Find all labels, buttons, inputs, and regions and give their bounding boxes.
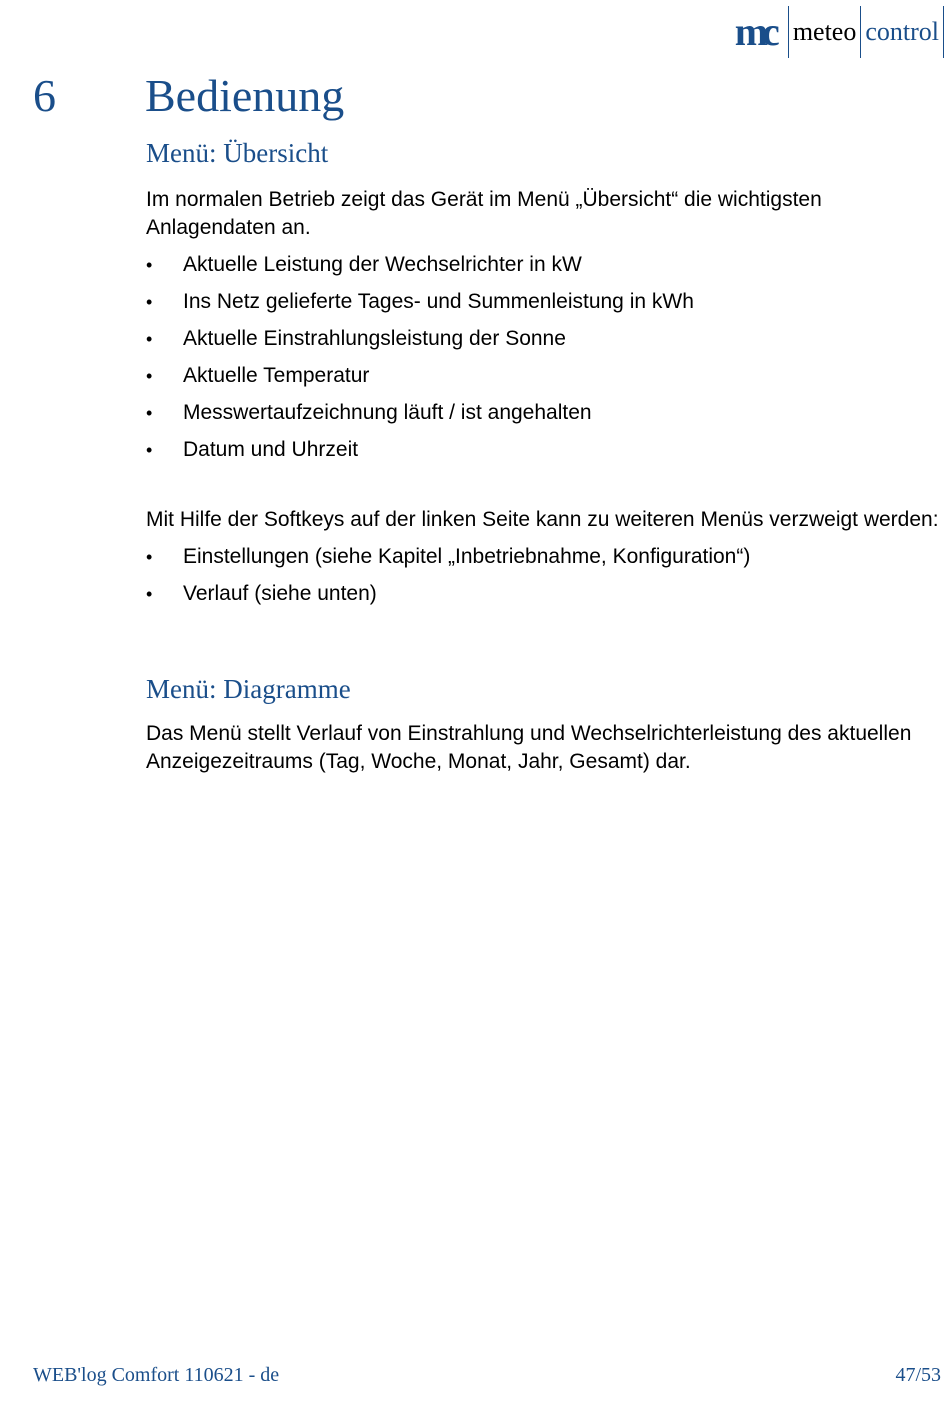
page-footer (33, 1362, 941, 1388)
list-item: • Aktuelle Temperatur (146, 362, 946, 390)
logo-divider (943, 6, 944, 58)
intro-paragraph: Im normalen Betrieb zeigt das Gerät im Menü „Übersicht“ die wichtigsten Anlagendaten an. (146, 188, 822, 239)
diagramme-paragraph: Das Menü stellt Verlauf von Einstrahlung und Wechselrichterleistung des aktuellen Anzeigezeitraums (Tag, Woche, Monat, Jahr, Gesamt) dar. (146, 722, 912, 773)
logo-word-meteo: meteo (792, 17, 857, 46)
section-heading-uebersicht: Menü: Übersicht (146, 138, 329, 168)
section-heading-diagramme: Menü: Diagramme (146, 674, 351, 704)
softkeys-paragraph: Mit Hilfe der Softkeys auf der linken Seite kann zu weiteren Menüs verzweigt werden: (146, 508, 939, 531)
chapter-heading (33, 68, 344, 124)
meteocontrol-logo (735, 6, 944, 58)
chapter-number: 6 (33, 70, 56, 121)
logo-word-control: control (865, 17, 939, 46)
list-item: • Datum und Uhrzeit (146, 436, 946, 464)
footer-document-title: WEB'log Comfort 110621 - de (33, 1364, 280, 1386)
list-item: • Ins Netz gelieferte Tages- und Summenleistung in kWh (146, 288, 946, 316)
page-content (146, 136, 946, 776)
list-item: • Einstellungen (siehe Kapitel „Inbetriebnahme, Konfiguration“) (146, 543, 946, 571)
footer-page-number: 47/53 (895, 1364, 941, 1386)
overview-list (146, 251, 946, 464)
chapter-title: Bedienung (145, 70, 345, 121)
list-item: • Aktuelle Leistung der Wechselrichter in kW (146, 251, 946, 279)
list-item: • Verlauf (siehe unten) (146, 580, 946, 608)
logo-mark: mc (734, 9, 774, 54)
softkeys-list (146, 543, 946, 608)
list-item: • Messwertaufzeichnung läuft / ist angehalten (146, 399, 946, 427)
list-item: • Aktuelle Einstrahlungsleistung der Sonne (146, 325, 946, 353)
